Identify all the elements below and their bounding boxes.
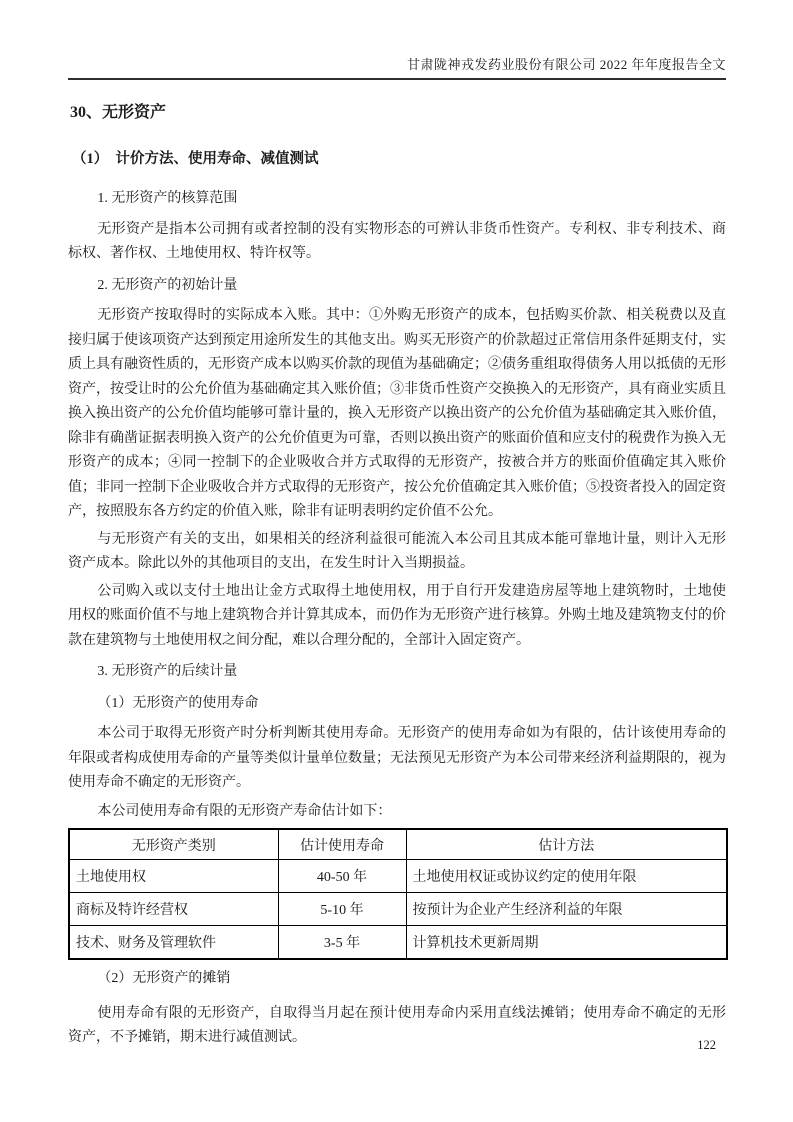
paragraph-accounting-scope: 无形资产是指本公司拥有或者控制的没有实物形态的可辨认非货币性资产。专利权、非专利技术、商标权、著作权、土地使用权、特许权等。: [68, 221, 726, 261]
cell-estimated-life: 5-10 年: [278, 893, 406, 926]
cell-estimation-method: 土地使用权证或协议约定的使用年限: [406, 860, 727, 893]
paragraph-related-expense: 与无形资产有关的支出，如果相关的经济利益很可能流入本公司且其成本能可靠地计量，则计入无形资产成本。除此以外的其他项目的支出，在发生时计入当期损益。: [68, 531, 726, 571]
table-header-row: [69, 829, 727, 860]
intangible-assets-life-table: [68, 828, 728, 960]
document-header-title: 甘肃陇神戎发药业股份有限公司 2022 年年度报告全文: [406, 57, 726, 72]
page-number: 122: [697, 1038, 716, 1052]
heading-amortization: （2）无形资产的摊销: [97, 971, 231, 986]
table-row: [69, 926, 727, 960]
column-header-asset-category: 无形资产类别: [69, 829, 278, 860]
heading-initial-measurement: 2. 无形资产的初始计量: [97, 277, 238, 293]
paragraph-useful-life: 本公司于取得无形资产时分析判断其使用寿命。无形资产的使用寿命如为有限的，估计该使用寿命的年限或者构成使用寿命的产量等类似计量单位数量；无法预见无形资产为本公司带来经济利益期限的，视为使用寿命不确定的无形资产。: [68, 726, 726, 790]
document-header: [68, 0, 726, 80]
cell-estimated-life: 40-50 年: [278, 860, 406, 893]
cell-estimated-life: 3-5 年: [278, 926, 406, 960]
heading-subsequent-measurement: 3. 无形资产的后续计量: [97, 664, 238, 679]
cell-estimation-method: 按预计为企业产生经济利益的年限: [406, 893, 727, 926]
subsection-title: （1） 计价方法、使用寿命、减值测试: [72, 151, 319, 167]
heading-accounting-scope: 1. 无形资产的核算范围: [97, 191, 238, 206]
section-title: 30、无形资产: [70, 104, 167, 121]
paragraph-land-use-right: 公司购入或以支付土地出让金方式取得土地使用权，用于自行开发建造房屋等地上建筑物时，土地使用权的账面价值不与地上建筑物合并计算其成本，而仍作为无形资产进行核算。外购土地及建筑物支付的价款在建筑物与土地使用权之间分配，难以合理分配的，全部计入固定资产。: [68, 583, 726, 648]
page-content: [68, 0, 726, 1051]
cell-asset-category: 商标及特许经营权: [69, 893, 278, 926]
column-header-estimated-life: 估计使用寿命: [278, 829, 406, 860]
cell-asset-category: 土地使用权: [69, 860, 278, 893]
paragraph-initial-measurement: 无形资产按取得时的实际成本入账。其中：①外购无形资产的成本，包括购买价款、相关税费以及直接归属于使该项资产达到预定用途所发生的其他支出。购买无形资产的价款超过正常信用条件延期支付，实质上具有融资性质的，无形资产成本以购买价款的现值为基础确定；②债务重组取得债务人用以抵债的无形资产，按受让时的公允价值为基础确定其入账价值；③非货币性资产交换换入的无形资产，具有商业实质且换入换出资产的公允价值均能够可靠计量的，换入无形资产以换出资产的公允价值为基础确定其入账价值，除非有确凿证据表明换入资产的公允价值更为可靠，否则以换出资产的账面价值和应支付的税费作为换入无形资产的成本；④同一控制下的企业吸收合并方式取得的无形资产，按被合并方的账面价值确定其入账价值；非同一控制下企业吸收合并方式取得的无形资产，按公允价值确定其入账价值；⑤投资者投入的固定资产，按照股东各方约定的价值入账，除非有证明表明约定价值不公允。: [68, 308, 726, 519]
table-row: [69, 893, 727, 926]
paragraph-amortization: 使用寿命有限的无形资产，自取得当月起在预计使用寿命内采用直线法摊销；使用寿命不确定的无形资产，不予摊销，期末进行减值测试。: [68, 1005, 726, 1045]
paragraph-table-intro: 本公司使用寿命有限的无形资产寿命估计如下：: [97, 803, 392, 819]
cell-estimation-method: 计算机技术更新周期: [406, 926, 727, 960]
cell-asset-category: 技术、财务及管理软件: [69, 926, 278, 960]
table-row: [69, 860, 727, 893]
column-header-estimation-method: 估计方法: [406, 829, 727, 860]
heading-useful-life: （1）无形资产的使用寿命: [97, 695, 259, 711]
